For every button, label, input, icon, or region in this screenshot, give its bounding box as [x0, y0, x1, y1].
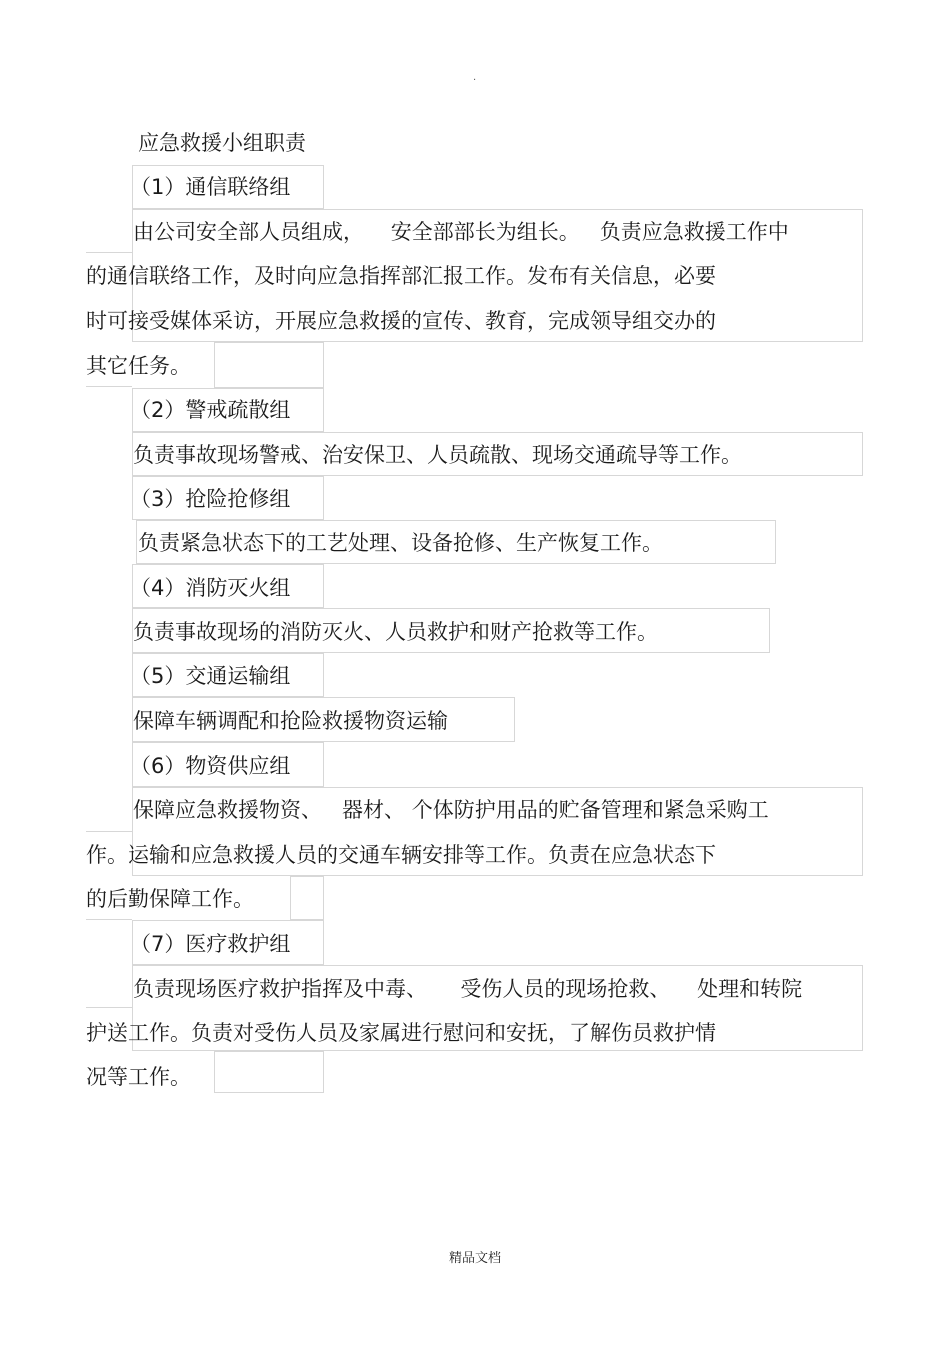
rule-line: [86, 831, 132, 832]
document-title: 应急救援小组职责: [138, 131, 306, 155]
page-footer: 精品文档: [448, 1251, 501, 1266]
section-heading: （3）抢险抢修组: [130, 487, 291, 511]
body-line: 况等工作。: [86, 1065, 191, 1089]
body-line: 时可接受媒体采访，开展应急救援的宣传、教育，完成领导组交办的: [86, 309, 716, 333]
section-heading: （1）通信联络组: [130, 175, 291, 199]
body-line: 保障应急救援物资、 器材、 个体防护用品的贮备管理和紧急采购工: [133, 798, 769, 822]
body-line: 其它任务。: [86, 354, 191, 378]
body-line: 的后勤保障工作。: [86, 887, 254, 911]
body-line: 负责事故现场警戒、治安保卫、人员疏散、现场交通疏导等工作。: [133, 443, 742, 467]
section-heading: （4）消防灭火组: [130, 576, 291, 600]
rule-line: [86, 919, 132, 920]
rule-line: [86, 386, 132, 387]
frame-box: [214, 1051, 324, 1093]
section-heading: （7）医疗救护组: [130, 932, 291, 956]
section-heading: （2）警戒疏散组: [130, 398, 291, 422]
body-line: 护送工作。负责对受伤人员及家属进行慰问和安抚，了解伤员救护情: [86, 1021, 716, 1045]
body-line: 作。运输和应急救援人员的交通车辆安排等工作。负责在应急状态下: [86, 843, 716, 867]
body-line: 负责紧急状态下的工艺处理、设备抢修、生产恢复工作。: [138, 531, 663, 555]
body-line: 负责事故现场的消防灭火、人员救护和财产抢救等工作。: [133, 620, 658, 644]
body-line: 保障车辆调配和抢险救援物资运输: [133, 709, 448, 733]
section-heading: （6）物资供应组: [130, 754, 291, 778]
rule-line: [86, 252, 132, 253]
rule-line: [86, 1007, 132, 1008]
header-mark: .: [473, 72, 477, 83]
body-line: 负责现场医疗救护指挥及中毒、 受伤人员的现场抢救、 处理和转院: [133, 977, 803, 1001]
body-line: 由公司安全部人员组成， 安全部部长为组长。 负责应急救援工作中: [133, 220, 789, 244]
frame-box: [290, 876, 324, 920]
section-heading: （5）交通运输组: [130, 664, 291, 688]
frame-box: [214, 342, 324, 388]
body-line: 的通信联络工作，及时向应急指挥部汇报工作。发布有关信息，必要: [86, 264, 716, 288]
